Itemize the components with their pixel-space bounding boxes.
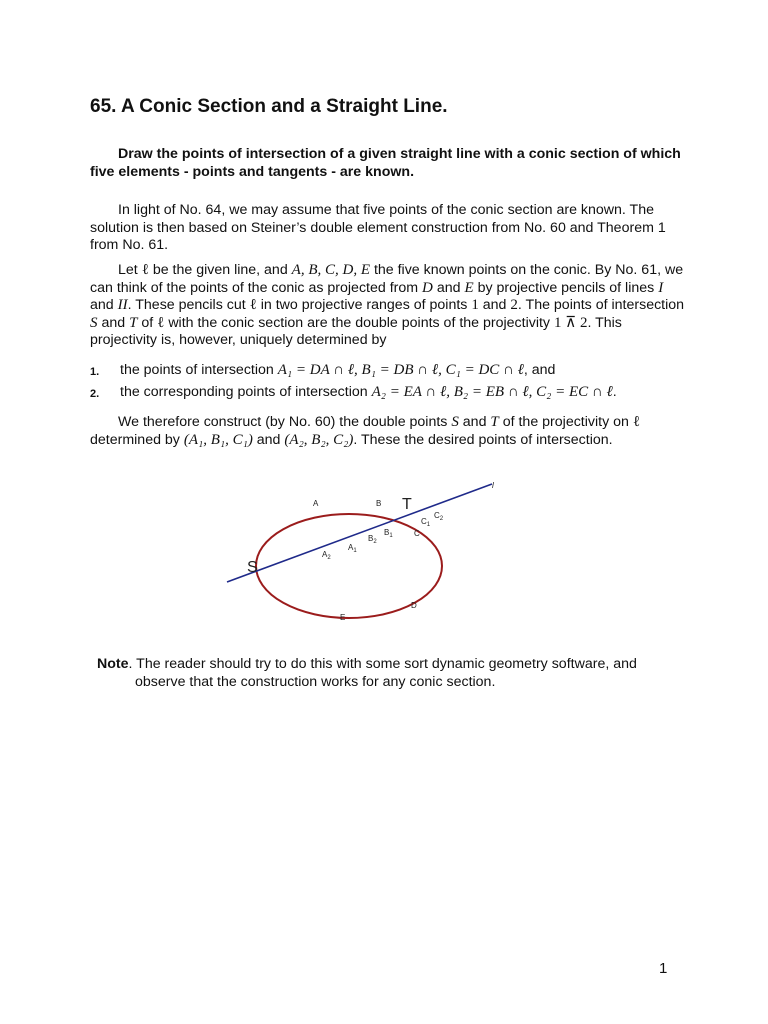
label-s: S [247, 559, 258, 576]
p2-text: Let [118, 262, 138, 278]
line-label: l [492, 481, 494, 490]
p2-text: in two projective ranges of points [260, 297, 468, 313]
p2-text: and [90, 297, 114, 313]
list-text: the corresponding points of intersection [120, 384, 368, 400]
triple-2: (A₂, B₂, C₂) [284, 431, 354, 448]
label-b: B [376, 499, 382, 508]
p3-text: determined by [90, 431, 180, 448]
p2-text: and [436, 279, 461, 296]
paragraph-2 [90, 262, 690, 350]
conic-figure [0, 470, 768, 630]
list-formula: A₂ = EA ∩ ℓ, B₂ = EB ∩ ℓ, C₂ = EC ∩ ℓ [371, 384, 613, 400]
p3-text: and [256, 431, 281, 448]
pencil-ii: II [117, 297, 128, 313]
point-s: S [451, 414, 459, 430]
list-item [90, 360, 710, 382]
list-text: the points of intersection [120, 362, 274, 378]
section-title: 65. A Conic Section and a Straight Line. [90, 96, 448, 117]
p3-text: of the projectivity on [502, 414, 629, 430]
triple-1: (A₁, B₁, C₁) [183, 431, 253, 448]
point-d: D [422, 279, 433, 296]
point-t: T [490, 414, 499, 430]
label-b1: $B_1$ [384, 528, 393, 539]
p2-text: . The points of intersection [517, 297, 685, 313]
p2-text: and [482, 297, 507, 313]
p3-text: We therefore construct (by No. 60) the double points [118, 414, 448, 430]
note [97, 656, 697, 691]
label-a1: $A_1$ [348, 543, 357, 554]
list-after: , and [523, 362, 556, 378]
page-number: 1 [659, 960, 668, 977]
range-2: 2 [510, 297, 518, 313]
list-number: 2. [90, 388, 100, 400]
list-after: . [612, 384, 617, 400]
p2-text: by projective pencils of lines [477, 279, 655, 296]
label-t: T [402, 496, 412, 513]
five-points: A, B, C, D, E [291, 262, 370, 278]
problem-text: Draw the points of intersection of a given straight line with a conic section of which five elements - points and tangents - are known. [90, 146, 681, 180]
label-e: E [340, 613, 346, 622]
paragraph-1-text: In light of No. 64, we may assume that five points of the conic section are known. The solution is then based on Steiner’s double element construction from No. 60 and Theorem 1 from No. 61. [90, 202, 666, 253]
list-formula: A₁ = DA ∩ ℓ, B₁ = DB ∩ ℓ, C₁ = DC ∩ ℓ [277, 362, 524, 378]
problem-statement [90, 146, 690, 181]
label-c2: $C_2$ [434, 511, 444, 522]
label-a: A [313, 499, 319, 508]
p2-text: the five known points on the conic. By No. 61, we can think of the points of the conic as projected from [90, 262, 684, 296]
given-line [227, 484, 492, 582]
point-t: T [129, 314, 138, 331]
ell-symbol: ℓ [249, 297, 257, 313]
p2-text: be the given line, and [152, 262, 288, 278]
paragraph-1 [90, 202, 690, 255]
p2-text: . This projectivity is, however, uniquely determined by [90, 314, 622, 348]
list-item [90, 382, 710, 404]
ell-symbol: ℓ [632, 414, 641, 430]
label-b2: $B_2$ [368, 534, 377, 545]
note-label: Note [97, 656, 129, 672]
label-c1: $C_1$ [421, 517, 431, 528]
label-a2: $A_2$ [322, 550, 331, 561]
condition-list [90, 360, 710, 404]
p2-text: and [101, 314, 126, 331]
label-c: C [414, 529, 420, 538]
ell-symbol: ℓ [141, 262, 149, 278]
label-d: D [411, 601, 417, 610]
list-number: 1. [90, 366, 100, 378]
p2-text: of [141, 314, 154, 331]
p2-text: with the conic section are the double points of the projectivity [168, 314, 551, 331]
point-s: S [90, 314, 98, 331]
projectivity: 1 ⊼ 2 [553, 314, 588, 331]
p3-text: and [462, 414, 487, 430]
p2-text: . These pencils cut [127, 297, 246, 313]
p3-text: . These the desired points of intersection. [353, 431, 613, 448]
note-line-1: . The reader should try to do this with some sort dynamic geometry software, and [128, 656, 637, 672]
point-e: E [464, 279, 474, 296]
pencil-i: I [658, 279, 664, 296]
range-1: 1 [471, 297, 479, 313]
note-line-2: observe that the construction works for any conic section. [135, 673, 496, 690]
ell-symbol: ℓ [157, 314, 165, 331]
paragraph-3 [90, 414, 690, 449]
